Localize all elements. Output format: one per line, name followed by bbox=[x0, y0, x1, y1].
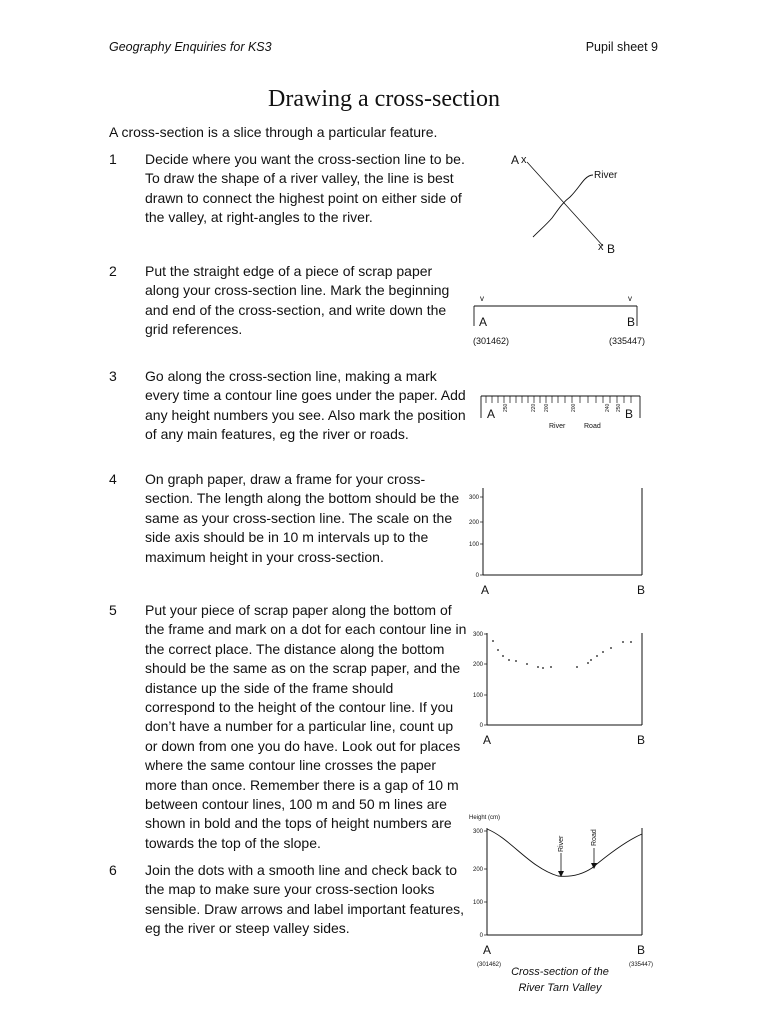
tick-mark-a: v bbox=[480, 294, 484, 303]
step-number: 2 bbox=[109, 263, 117, 279]
svg-text:200: 200 bbox=[472, 662, 483, 668]
caption-line-1: Cross-section of the bbox=[511, 966, 609, 978]
step-text: Put the straight edge of a piece of scrap paper along your cross-section line. Mark the beginning and end of the cross-section, and write down the grid references. bbox=[145, 263, 450, 338]
point-a-label: A bbox=[483, 733, 492, 747]
figure-caption bbox=[490, 964, 630, 996]
point-a-label: A bbox=[479, 315, 488, 329]
figure-empty-frame bbox=[460, 480, 660, 600]
step-number: 3 bbox=[109, 368, 117, 384]
figure-final-cross-section bbox=[460, 810, 660, 970]
cross-section-line bbox=[527, 162, 603, 246]
grid-ref-a: (301462) bbox=[473, 336, 510, 346]
svg-text:200: 200 bbox=[468, 520, 479, 526]
contour-dot bbox=[526, 663, 528, 665]
height-label: 220 bbox=[531, 403, 537, 412]
page-title: Drawing a cross-section bbox=[268, 86, 500, 112]
road-label: Road bbox=[584, 423, 601, 430]
contour-dot bbox=[602, 651, 604, 653]
contour-dot bbox=[515, 660, 517, 662]
contour-dot bbox=[542, 667, 544, 669]
contour-dot bbox=[550, 666, 552, 668]
height-label: 200 bbox=[544, 403, 550, 412]
svg-text:100: 100 bbox=[472, 900, 483, 906]
tick-100 bbox=[473, 693, 487, 699]
tick-200 bbox=[469, 520, 483, 526]
svg-text:100: 100 bbox=[468, 542, 479, 548]
contour-dot bbox=[622, 641, 624, 643]
height-label: 250 bbox=[503, 403, 509, 412]
figure-scrap-paper bbox=[470, 290, 650, 350]
contour-dot bbox=[502, 655, 504, 657]
point-a-label: A bbox=[483, 943, 492, 957]
point-b-label: B bbox=[637, 943, 646, 957]
figure-contour-marks bbox=[476, 390, 646, 435]
svg-text:300: 300 bbox=[472, 632, 483, 638]
svg-text:0: 0 bbox=[475, 573, 479, 579]
step-text: On graph paper, draw a frame for your cross-section. The length along the bottom should be the same as your cross-section line. The scale on the side axis should be in 10 m intervals up to the maximum height in your cross-section. bbox=[145, 471, 460, 565]
cross-mark-a: x bbox=[521, 154, 527, 166]
point-a-label: A bbox=[511, 153, 520, 167]
header-course-title: Geography Enquiries for KS3 bbox=[109, 40, 272, 54]
y-axis-label: Height (cm) bbox=[469, 815, 501, 821]
tick-0 bbox=[480, 933, 487, 939]
tick-200 bbox=[473, 662, 487, 668]
header-sheet-number: Pupil sheet 9 bbox=[585, 40, 658, 54]
tick-0 bbox=[480, 723, 487, 729]
tick-0 bbox=[476, 573, 483, 579]
height-label: 240 bbox=[605, 403, 611, 412]
step-number: 4 bbox=[109, 471, 117, 487]
tick-300 bbox=[473, 829, 487, 835]
road-label: Road bbox=[591, 829, 598, 846]
point-b-label: B bbox=[637, 733, 646, 747]
svg-text:100: 100 bbox=[472, 693, 483, 699]
intro-text: A cross-section is a slice through a particular feature. bbox=[109, 124, 438, 140]
step-number: 5 bbox=[109, 602, 117, 618]
step-text: Put your piece of scrap paper along the bottom of the frame and mark on a dot for each contour line in the correct place. The distance along the bottom should be the same as on the scrap paper, and the distance up the side of the frame should correspond to the height of the contour line. If you don’t have a number for a particular line, count up or down from one you do have. Look out for places where the same contour line crosses the paper more than once. Remember there is a gap of 10 m between contour lines, 100 m and 50 m lines are shown in bold and the tops of height numbers are towards the top of the slope. bbox=[145, 602, 467, 851]
contour-dot bbox=[610, 647, 612, 649]
step-number: 6 bbox=[109, 862, 117, 878]
height-label: 250 bbox=[616, 403, 622, 412]
point-b-label: B bbox=[627, 315, 636, 329]
svg-text:300: 300 bbox=[468, 495, 479, 501]
contour-dot bbox=[492, 640, 494, 642]
contour-dot bbox=[497, 649, 499, 651]
step-text: Join the dots with a smooth line and check back to the map to make sure your cross-section looks sensible. Draw arrows and label important features, eg the river or steep valley sides. bbox=[145, 862, 465, 937]
svg-text:300: 300 bbox=[472, 829, 483, 835]
river-label: River bbox=[549, 423, 566, 430]
svg-text:200: 200 bbox=[472, 867, 483, 873]
figure-plotted-dots bbox=[460, 625, 660, 750]
contour-dot bbox=[576, 666, 578, 668]
tick-300 bbox=[469, 495, 483, 501]
tick-300 bbox=[473, 632, 487, 638]
contour-dot bbox=[590, 659, 592, 661]
step-number: 1 bbox=[109, 151, 117, 167]
contour-dot bbox=[596, 655, 598, 657]
point-a-label: A bbox=[481, 583, 490, 597]
step-text: Go along the cross-section line, making a mark every time a contour line goes under the paper. Add any height numbers you see. Also mark the position of any main features, eg the river or roads. bbox=[145, 368, 466, 443]
river-label: River bbox=[558, 835, 565, 852]
contour-dot bbox=[537, 666, 539, 668]
grid-ref-b: (335447) bbox=[629, 962, 654, 968]
figure-map-sketch bbox=[505, 148, 635, 260]
svg-text:0: 0 bbox=[479, 933, 483, 939]
caption-line-2: River Tarn Valley bbox=[518, 982, 602, 994]
point-b-label: B bbox=[607, 242, 616, 256]
contour-dot bbox=[587, 662, 589, 664]
tick-200 bbox=[473, 867, 487, 873]
step-text: Decide where you want the cross-section line to be. To draw the shape of a river valley, the line is best drawn to connect the highest point on either side of the valley, at right-angles to the river. bbox=[145, 151, 465, 226]
river-line bbox=[533, 175, 593, 237]
point-a-label: A bbox=[487, 407, 496, 421]
point-b-label: B bbox=[625, 407, 634, 421]
tick-100 bbox=[473, 900, 487, 906]
contour-dot bbox=[508, 659, 510, 661]
tick-100 bbox=[469, 542, 483, 548]
contour-dot bbox=[630, 641, 632, 643]
svg-text:0: 0 bbox=[479, 723, 483, 729]
tick-mark-b: v bbox=[628, 294, 632, 303]
grid-ref-a: (301462) bbox=[477, 962, 502, 968]
height-label: 200 bbox=[571, 403, 577, 412]
cross-mark-b: x bbox=[598, 241, 604, 253]
river-label: River bbox=[594, 170, 618, 181]
grid-ref-b: (335447) bbox=[609, 336, 646, 346]
point-b-label: B bbox=[637, 583, 646, 597]
